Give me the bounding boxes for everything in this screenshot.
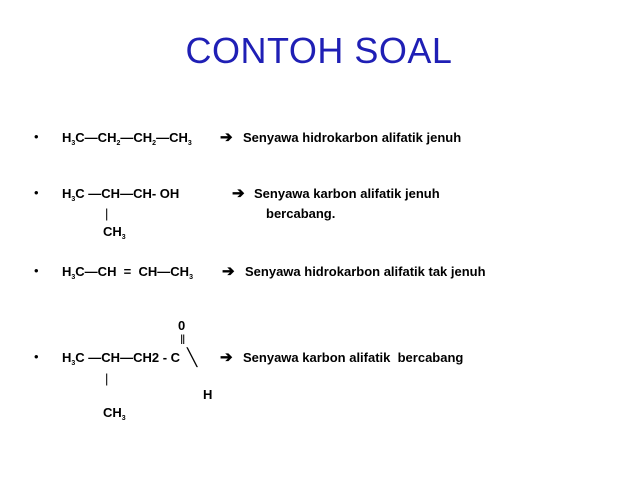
arrow-icon: ➔ — [220, 129, 233, 146]
arrow-icon: ➔ — [222, 263, 235, 280]
description-2-line2: bercabang. — [266, 206, 336, 221]
bullet-1: • — [34, 129, 39, 144]
formula-branched-alcohol: $H_3C$ —CH—CH- OH — [62, 186, 180, 203]
formula-butane: $H_3C—CH_2—CH_2—CH_3$ — [62, 130, 192, 147]
formula-aldehyde: $H_3C$ —CH—CH2 - C — [62, 350, 181, 367]
description-1: Senyawa hidrokarbon alifatik jenuh — [243, 130, 462, 145]
description-2: Senyawa karbon alifatik jenuh — [254, 186, 440, 201]
branch-methyl: $CH_3$ — [103, 405, 126, 422]
arrow-icon: ➔ — [220, 349, 233, 366]
carbonyl-oxygen: 0 — [178, 318, 186, 333]
bullet-4: • — [34, 349, 39, 364]
slide-title: CONTOH SOAL — [185, 30, 453, 71]
description-4: Senyawa karbon alifatik bercabang — [243, 350, 464, 365]
double-bond: ‖ — [180, 332, 186, 347]
description-3: Senyawa hidrokarbon alifatik tak jenuh — [245, 264, 486, 279]
branch-bond: | — [105, 206, 109, 221]
bond-to-hydrogen: ╲ — [187, 348, 198, 367]
formula-alkene: $H_3C—CH$ = $CH—CH_3$ — [62, 264, 193, 281]
branch-bond: | — [105, 371, 109, 386]
branch-methyl: $CH_3$ — [103, 224, 126, 241]
aldehyde-hydrogen: H — [203, 387, 213, 402]
bullet-3: • — [34, 263, 39, 278]
arrow-icon: ➔ — [232, 185, 245, 202]
bullet-2: • — [34, 185, 39, 200]
